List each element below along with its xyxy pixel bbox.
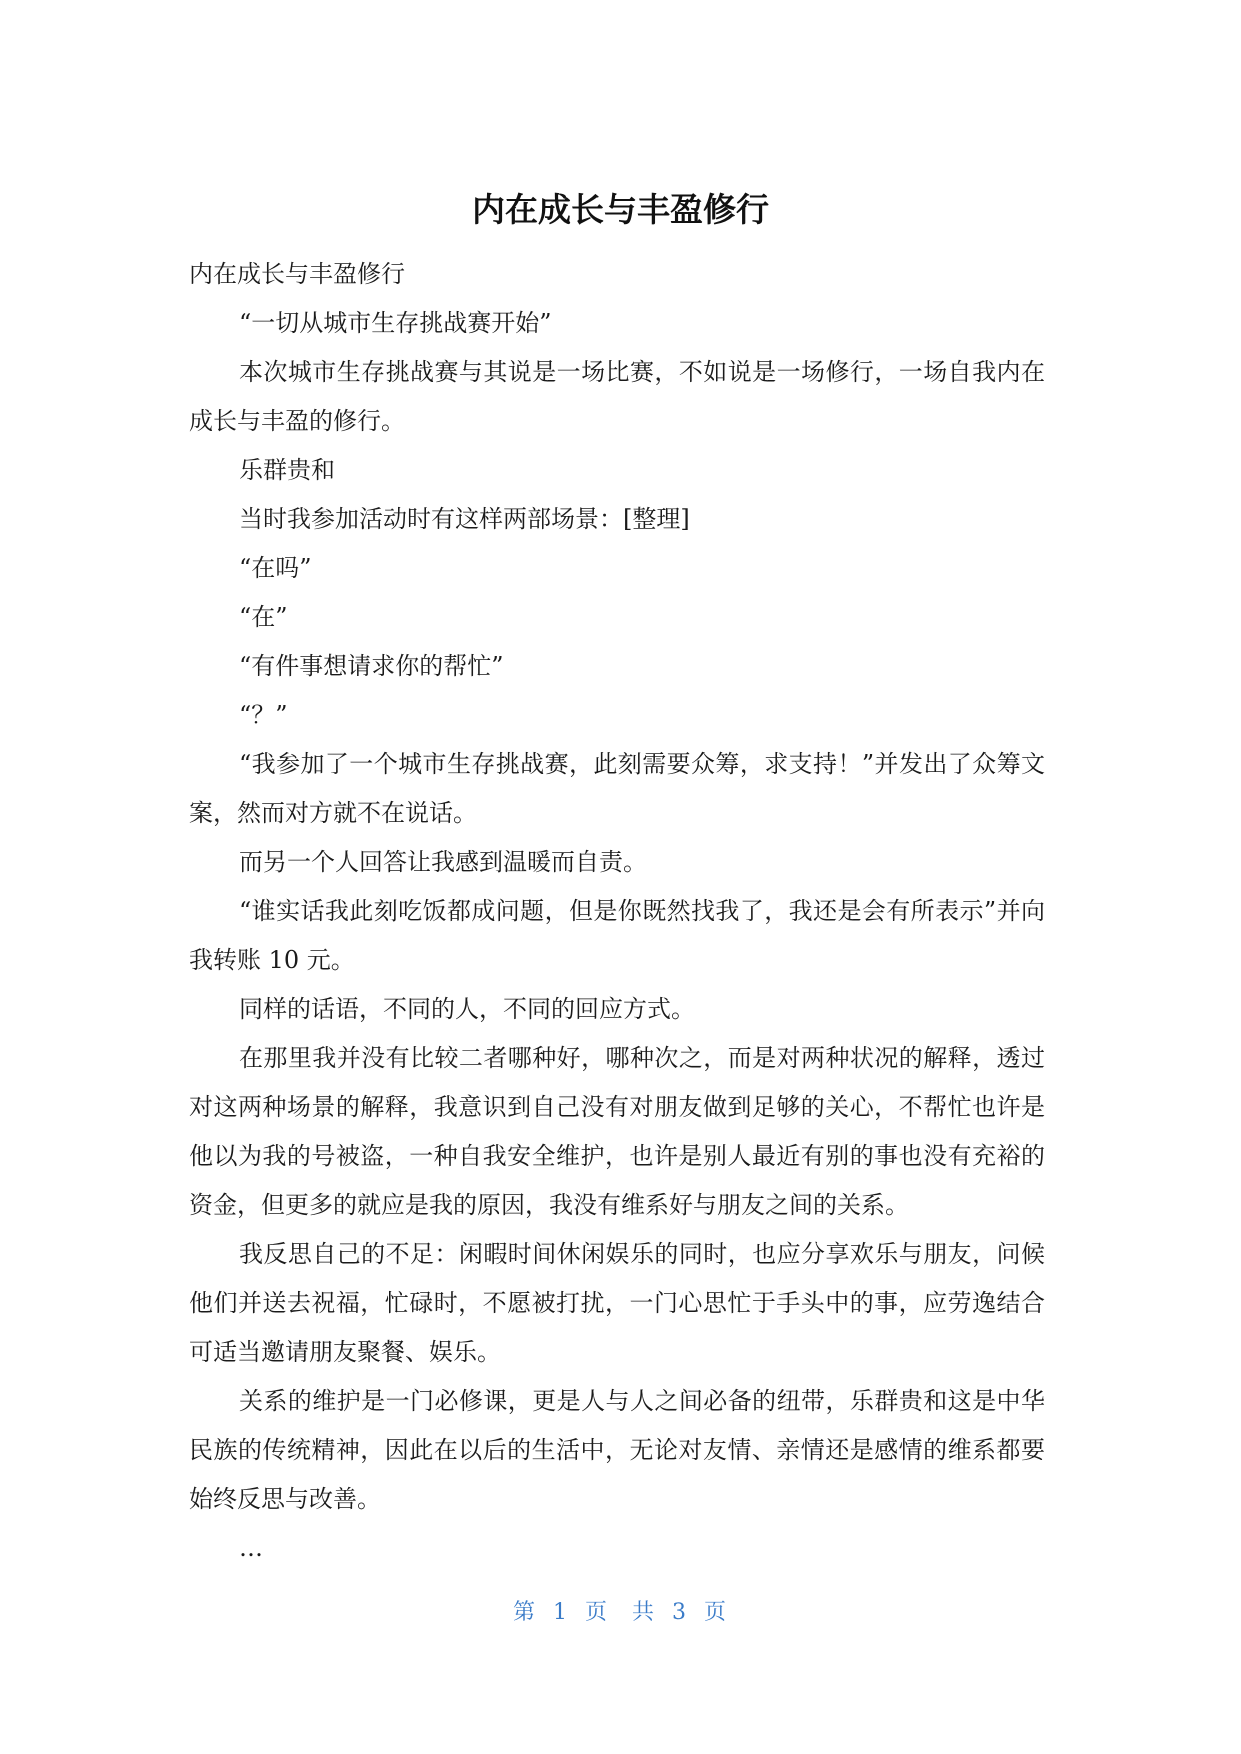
paragraph: “我参加了一个城市生存挑战赛，此刻需要众筹，求支持！”并发出了众筹文案，然而对方就不在说话。 (189, 750, 1045, 827)
page-title: 内在成长与丰盈修行 (472, 190, 769, 229)
page-number-footer (0, 1598, 1241, 1628)
footer-label-of: 页 共 (585, 1600, 656, 1625)
footer-total-pages: 3 (672, 1600, 688, 1625)
paragraph: “在吗” (239, 554, 312, 582)
paragraph: “有件事想请求你的帮忙” (239, 652, 504, 680)
paragraph: 本次城市生存挑战赛与其说是一场比赛，不如说是一场修行，一场自我内在成长与丰盈的修行。 (189, 358, 1045, 435)
paragraph: “一切从城市生存挑战赛开始” (239, 309, 552, 337)
paragraph: 乐群贵和 (239, 456, 335, 484)
footer-current-page: 1 (553, 1600, 569, 1625)
paragraph: “？” (239, 701, 288, 729)
document-body (189, 250, 1045, 1573)
paragraph: 同样的话语，不同的人，不同的回应方式。 (239, 995, 695, 1023)
paragraph: 当时我参加活动时有这样两部场景：[整理] (239, 505, 690, 533)
paragraph-subtitle: 内在成长与丰盈修行 (189, 260, 405, 288)
paragraph-ellipsis: … (239, 1534, 263, 1562)
paragraph: 关系的维护是一门必修课，更是人与人之间必备的纽带，乐群贵和这是中华民族的传统精神，因此在以后的生活中，无论对友情、亲情还是感情的维系都要始终反思与改善。 (189, 1387, 1045, 1513)
paragraph: “谁实话我此刻吃饭都成问题，但是你既然找我了，我还是会有所表示”并向我转账 10 元。 (189, 897, 1045, 974)
paragraph: “在” (239, 603, 288, 631)
paragraph: 在那里我并没有比较二者哪种好，哪种次之，而是对两种状况的解释，透过对这两种场景的解释，我意识到自己没有对朋友做到足够的关心，不帮忙也许是他以为我的号被盗，一种自我安全维护，也许是别人最近有别的事也没有充裕的资金，但更多的就应是我的原因，我没有维系好与朋友之间的关系。 (189, 1044, 1045, 1219)
paragraph: 而另一个人回答让我感到温暖而自责。 (239, 848, 647, 876)
footer-label-pages: 页 (704, 1600, 729, 1625)
paragraph: 我反思自己的不足：闲暇时间休闲娱乐的同时，也应分享欢乐与朋友，问候他们并送去祝福，忙碌时，不愿被打扰，一门心思忙于手头中的事，应劳逸结合可适当邀请朋友聚餐、娱乐。 (189, 1240, 1045, 1366)
footer-label-page: 第 (512, 1600, 537, 1625)
